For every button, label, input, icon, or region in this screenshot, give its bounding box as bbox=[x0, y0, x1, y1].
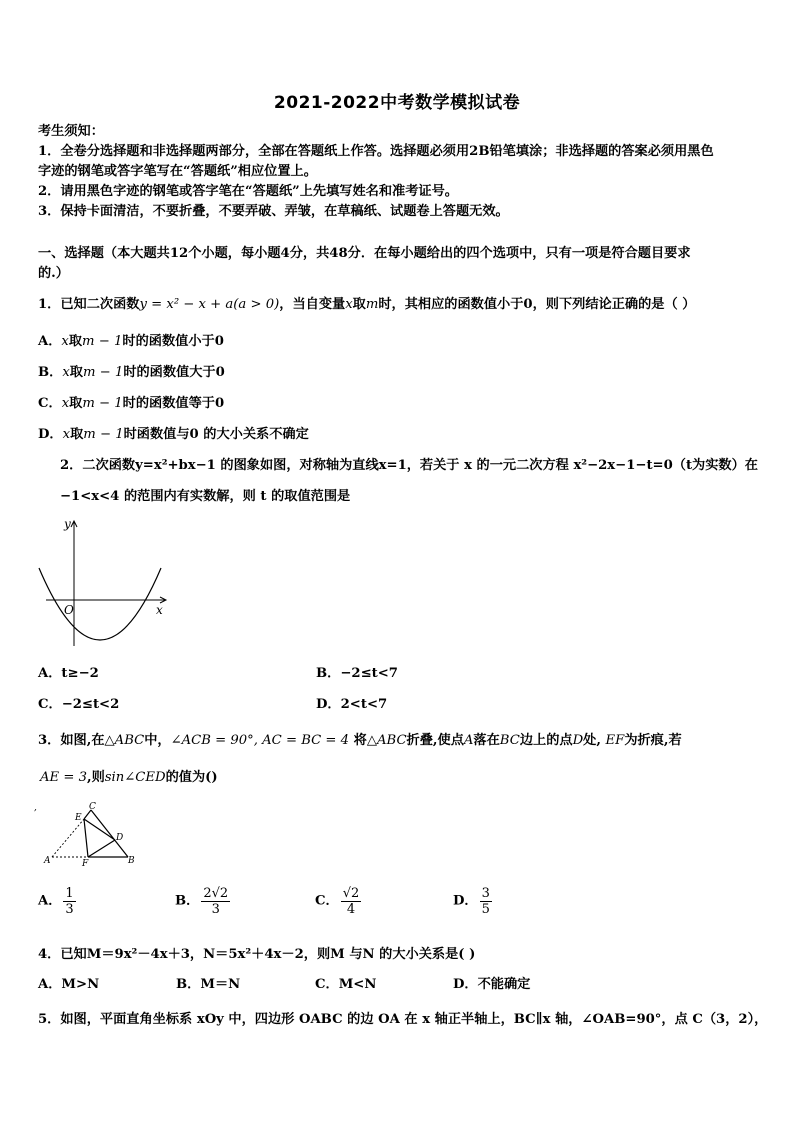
q3-expression: sin∠CED bbox=[104, 770, 166, 785]
option-text: 不能确定 bbox=[477, 977, 531, 992]
point-e-label: E bbox=[75, 813, 82, 823]
segment-ef bbox=[84, 819, 88, 857]
denominator: 3 bbox=[65, 902, 74, 917]
option-label: C． bbox=[38, 697, 62, 712]
option-text: 时的函数值大于0 bbox=[123, 365, 225, 380]
q1-option-d[interactable] bbox=[38, 425, 309, 445]
y-axis-label: y bbox=[64, 517, 71, 531]
numerator: √2 bbox=[342, 886, 360, 901]
q3-text: 的值为() bbox=[165, 770, 218, 785]
q3-text: ,则 bbox=[86, 770, 105, 785]
notice-line-3: 3．保持卡面清洁，不要折叠，不要弄破、弄皱，在草稿纸、试题卷上答题无效。 bbox=[38, 204, 509, 219]
point-c-label: C bbox=[89, 802, 96, 812]
q4-option-b[interactable] bbox=[176, 975, 240, 995]
option-label: B． bbox=[38, 365, 63, 380]
option-label: A． bbox=[38, 977, 62, 992]
option-expr: m − 1 bbox=[83, 427, 124, 442]
q3-condition: ∠ACB = 90°, AC = BC = 4 bbox=[170, 733, 350, 748]
option-var: x bbox=[62, 427, 71, 442]
denominator: 3 bbox=[211, 902, 220, 917]
question-5-stem: 5．如图，平面直角坐标系 xOy 中，四边形 OABC 的边 OA 在 x 轴正半轴上，BC∥x 轴，∠OAB=90°，点 C（3，2）， bbox=[38, 1012, 768, 1027]
figure-mark: , bbox=[34, 803, 37, 813]
option-text: −2≤t<2 bbox=[61, 697, 120, 712]
option-label: A． bbox=[38, 666, 62, 681]
q3-condition: AE = 3 bbox=[40, 770, 87, 785]
option-text: 时的函数值小于0 bbox=[122, 334, 224, 349]
q4-option-c[interactable] bbox=[315, 975, 376, 995]
option-label: B． bbox=[176, 977, 201, 992]
segment-ed bbox=[84, 819, 115, 840]
option-take: 取 bbox=[69, 365, 83, 380]
option-label: D． bbox=[316, 697, 341, 712]
option-label: B． bbox=[175, 893, 200, 909]
denominator: 4 bbox=[346, 902, 356, 917]
q2-option-c[interactable] bbox=[38, 695, 119, 715]
question-2-line-1: 2．二次函数y=x²+bx−1 的图象如图，对称轴为直线x=1，若关于 x 的一元二次方程 x²−2x−1−t=0（t为实数）在 bbox=[60, 458, 758, 473]
q1-formula: y = x² − x + a(a > 0) bbox=[139, 297, 280, 312]
option-expr: m − 1 bbox=[82, 396, 123, 411]
origin-label: O bbox=[64, 603, 74, 617]
q3-triangle: △ABC bbox=[104, 733, 145, 748]
question-2-line-2: −1<x<4 的范围内有实数解，则 t 的取值范围是 bbox=[60, 489, 351, 504]
q3-text: 为折痕,若 bbox=[624, 733, 682, 748]
numerator: 1 bbox=[65, 886, 74, 901]
option-var: x bbox=[61, 334, 69, 349]
question-4-stem: 4．已知M＝9x²－4x＋3，N＝5x²＋4x－2，则M 与N 的大小关系是( ) bbox=[38, 947, 476, 962]
option-text: −2≤t<7 bbox=[340, 666, 398, 681]
q3-text: 3．如图,在 bbox=[38, 733, 105, 748]
q1-var-m: m bbox=[365, 297, 379, 312]
question-3-line-1 bbox=[38, 731, 682, 751]
q3-text: 落在 bbox=[473, 733, 500, 748]
option-label: D． bbox=[38, 427, 63, 442]
q1-option-a[interactable] bbox=[38, 332, 224, 352]
q3-text: 将 bbox=[353, 733, 367, 748]
option-text: M＝N bbox=[200, 977, 241, 992]
fraction bbox=[480, 886, 492, 917]
option-label: B． bbox=[316, 666, 341, 681]
option-text: t≥−2 bbox=[61, 666, 99, 681]
notice-line-2: 2．请用黑色字迹的钢笔或答字笔在“答题纸”上先填写姓名和准考证号。 bbox=[38, 184, 458, 199]
question-1-stem bbox=[38, 295, 695, 315]
q4-option-d[interactable] bbox=[453, 975, 530, 995]
point-b-label: B bbox=[128, 856, 135, 866]
option-label: A． bbox=[38, 893, 62, 909]
notice-heading: 考生须知： bbox=[38, 124, 104, 139]
parabola-curve bbox=[39, 568, 161, 640]
q3-option-a[interactable] bbox=[38, 886, 78, 917]
q3-option-b[interactable] bbox=[175, 886, 232, 917]
point-d-label: D bbox=[116, 833, 124, 843]
numerator: 3 bbox=[481, 886, 490, 901]
fraction bbox=[341, 886, 362, 917]
option-var: x bbox=[62, 365, 70, 380]
option-text: M<N bbox=[338, 977, 377, 992]
q3-text: 中， bbox=[144, 733, 171, 748]
segment-ae bbox=[52, 819, 84, 857]
q3-text: 折叠,使点 bbox=[406, 733, 464, 748]
q1-suffix: 时，其相应的函数值小于0，则下列结论正确的是（ ） bbox=[378, 297, 696, 312]
denominator: 5 bbox=[481, 902, 490, 917]
option-label: D． bbox=[453, 893, 478, 909]
q1-prefix: 1．已知二次函数 bbox=[38, 297, 140, 312]
q3-option-c[interactable] bbox=[315, 886, 363, 917]
point-a-label: A bbox=[44, 856, 51, 866]
segment-fd bbox=[88, 840, 115, 857]
option-label: C． bbox=[315, 893, 339, 909]
q1-option-b[interactable] bbox=[38, 363, 225, 383]
option-text: 2<t<7 bbox=[340, 697, 388, 712]
q2-option-d[interactable] bbox=[316, 695, 387, 715]
numerator: 2√2 bbox=[203, 886, 229, 901]
parabola-graph bbox=[34, 516, 174, 652]
fraction bbox=[201, 886, 230, 917]
section-heading-line-1: 一、选择题（本大题共12个小题，每小题4分，共48分．在每小题给出的四个选项中，只有一项是符合题目要求 bbox=[38, 246, 691, 261]
q3-point: A bbox=[463, 733, 474, 748]
option-take: 取 bbox=[69, 396, 83, 411]
q1-var-x: x bbox=[345, 297, 353, 312]
question-3-line-2 bbox=[40, 768, 218, 788]
triangle-fold-figure bbox=[34, 800, 150, 870]
q2-option-a[interactable] bbox=[38, 664, 99, 684]
q3-text: 边上的点 bbox=[519, 733, 573, 748]
option-text: 时函数值与0 的大小关系不确定 bbox=[123, 427, 309, 442]
notice-line-1a: 1．全卷分选择题和非选择题两部分，全部在答题纸上作答。选择题必须用2B铅笔填涂；非选择题的答案必须用黑色 bbox=[38, 144, 714, 159]
q3-triangle: △ABC bbox=[366, 733, 407, 748]
point-f-label: F bbox=[82, 859, 89, 869]
q1-middle: ，当自变量 bbox=[279, 297, 346, 312]
option-text: M>N bbox=[61, 977, 100, 992]
option-expr: m − 1 bbox=[82, 365, 124, 380]
option-take: 取 bbox=[70, 427, 84, 442]
option-label: D． bbox=[453, 977, 478, 992]
page-title: 2021-2022中考数学模拟试卷 bbox=[273, 93, 521, 113]
q3-text: 处, bbox=[583, 733, 601, 748]
x-axis-label: x bbox=[156, 603, 163, 617]
q3-segment: EF bbox=[605, 733, 625, 748]
q3-point: D bbox=[572, 733, 584, 748]
option-label: C． bbox=[315, 977, 339, 992]
fraction bbox=[63, 886, 75, 917]
q3-option-d[interactable] bbox=[453, 886, 494, 917]
notice-line-1b: 字迹的钢笔或答字笔写在“答题纸”相应位置上。 bbox=[38, 164, 317, 179]
q4-option-a[interactable] bbox=[38, 975, 99, 995]
option-label: A． bbox=[38, 334, 62, 349]
q1-take: 取 bbox=[352, 297, 366, 312]
option-label: C． bbox=[38, 396, 62, 411]
q2-option-b[interactable] bbox=[316, 664, 398, 684]
option-expr: m − 1 bbox=[82, 334, 123, 349]
option-take: 取 bbox=[68, 334, 83, 349]
option-var: x bbox=[61, 396, 70, 411]
option-text: 时的函数值等于0 bbox=[122, 396, 225, 411]
section-heading-line-2: 的.） bbox=[38, 266, 69, 281]
q3-segment: BC bbox=[499, 733, 520, 748]
q1-option-c[interactable] bbox=[38, 394, 224, 414]
